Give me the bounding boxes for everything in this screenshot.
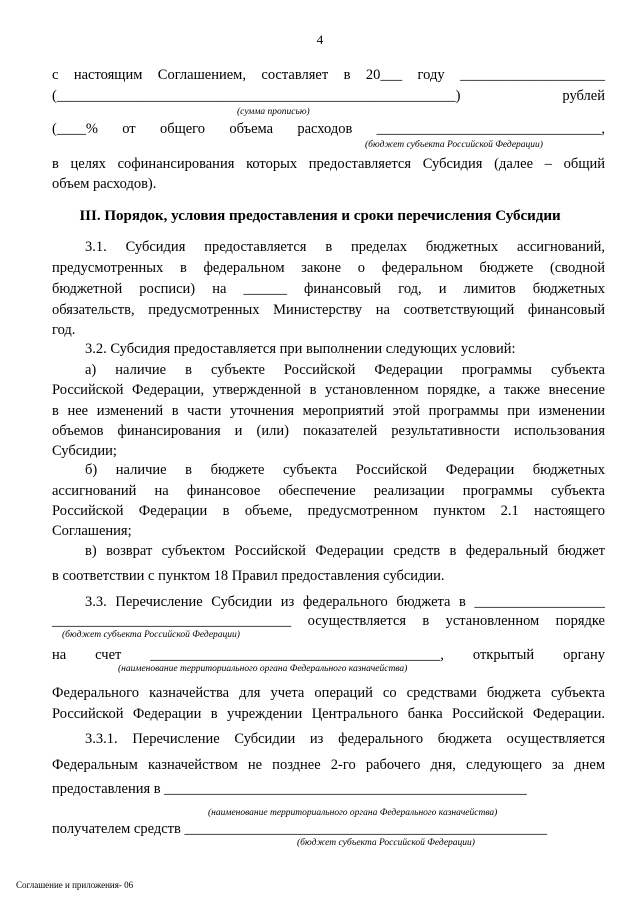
text-line: Соглашения; — [52, 523, 132, 539]
text-line: в соответствии с пунктом 18 Правил предоставления субсидии. — [52, 568, 445, 584]
text-line: год. — [52, 322, 76, 338]
footer-note: Соглашение и приложения- 06 — [16, 880, 134, 890]
text-line: Федерального казначейства для учета операций со средствами бюджета субъекта — [52, 685, 605, 701]
text-line: с настоящим Соглашением, составляет в 20___ году ____________________ — [52, 67, 605, 83]
text-line: Субсидии; — [52, 443, 117, 459]
caption-treasury-body: (наименование территориального органа Федерального казначейства) — [118, 664, 408, 674]
text-line: Российской Федерации в объеме, предусмотренном пунктом 2.1 настоящего — [52, 503, 605, 519]
text-line: предоставления в __________________________________________________ — [52, 781, 527, 797]
text-line: 3.1. Субсидия предоставляется в пределах бюджетных ассигнований, — [85, 239, 605, 255]
text-line: а) наличие в субъекте Российской Федерации программы субъекта — [85, 362, 605, 378]
text-line: в целях софинансирования которых предоставляется Субсидия (далее – общий — [52, 156, 605, 172]
page-number: 4 — [316, 32, 324, 47]
text-line: (_______________________________________________________) рублей — [52, 88, 605, 104]
text-line: ассигнований на финансовое обеспечение реализации программы субъекта — [52, 483, 605, 499]
caption-region-budget: (бюджет субъекта Российской Федерации) — [62, 630, 240, 640]
caption-treasury-body: (наименование территориального органа Федерального казначейства) — [208, 808, 498, 818]
text-line: _________________________________ осуществляется в установленном порядке — [52, 613, 605, 629]
text-line: 3.3. Перечисление Субсидии из федерального бюджета в __________________ — [85, 594, 605, 610]
text-line: обязательств, предусмотренных Министерству на соответствующий финансовый — [52, 302, 605, 318]
caption-sum-in-words: (сумма прописью) — [237, 107, 310, 117]
text-line: бюджетной росписи) на ______ финансовый год, и лимитов бюджетных — [52, 281, 605, 297]
text-line: б) наличие в бюджете субъекта Российской Федерации бюджетных — [85, 462, 605, 478]
text-line: Российской Федерации в учреждении Центрального банка Российской Федерации. — [52, 706, 605, 722]
text-line: Федеральным казначейством не позднее 2-го рабочего дня, следующего за днем — [52, 757, 605, 773]
text-line: в нее изменений в части уточнения мероприятий этой программы при изменении — [52, 403, 605, 419]
text-line: (____% от общего объема расходов _______________________________, — [52, 121, 605, 137]
text-line: объемов финансирования и (или) показателей результативности использования — [52, 423, 605, 439]
section-heading: III. Порядок, условия предоставления и сроки перечисления Субсидии — [79, 208, 561, 224]
caption-region-budget: (бюджет субъекта Российской Федерации) — [365, 140, 543, 150]
text-line: 3.3.1. Перечисление Субсидии из федерального бюджета осуществляется — [85, 731, 605, 747]
text-line: Российской Федерации, утвержденной в установленном порядке, а также внесение — [52, 382, 605, 398]
text-line: получателем средств __________________________________________________ — [52, 821, 547, 837]
caption-region-budget: (бюджет субъекта Российской Федерации) — [297, 838, 475, 848]
text-line: объем расходов). — [52, 176, 157, 192]
text-line: 3.2. Субсидия предоставляется при выполнении следующих условий: — [85, 341, 516, 357]
text-line: на счет ________________________________________, открытый органу — [52, 647, 605, 663]
text-line: предусмотренных в федеральном законе о федеральном бюджете (сводной — [52, 260, 605, 276]
text-line: в) возврат субъектом Российской Федерации средств в федеральный бюджет — [85, 543, 605, 559]
